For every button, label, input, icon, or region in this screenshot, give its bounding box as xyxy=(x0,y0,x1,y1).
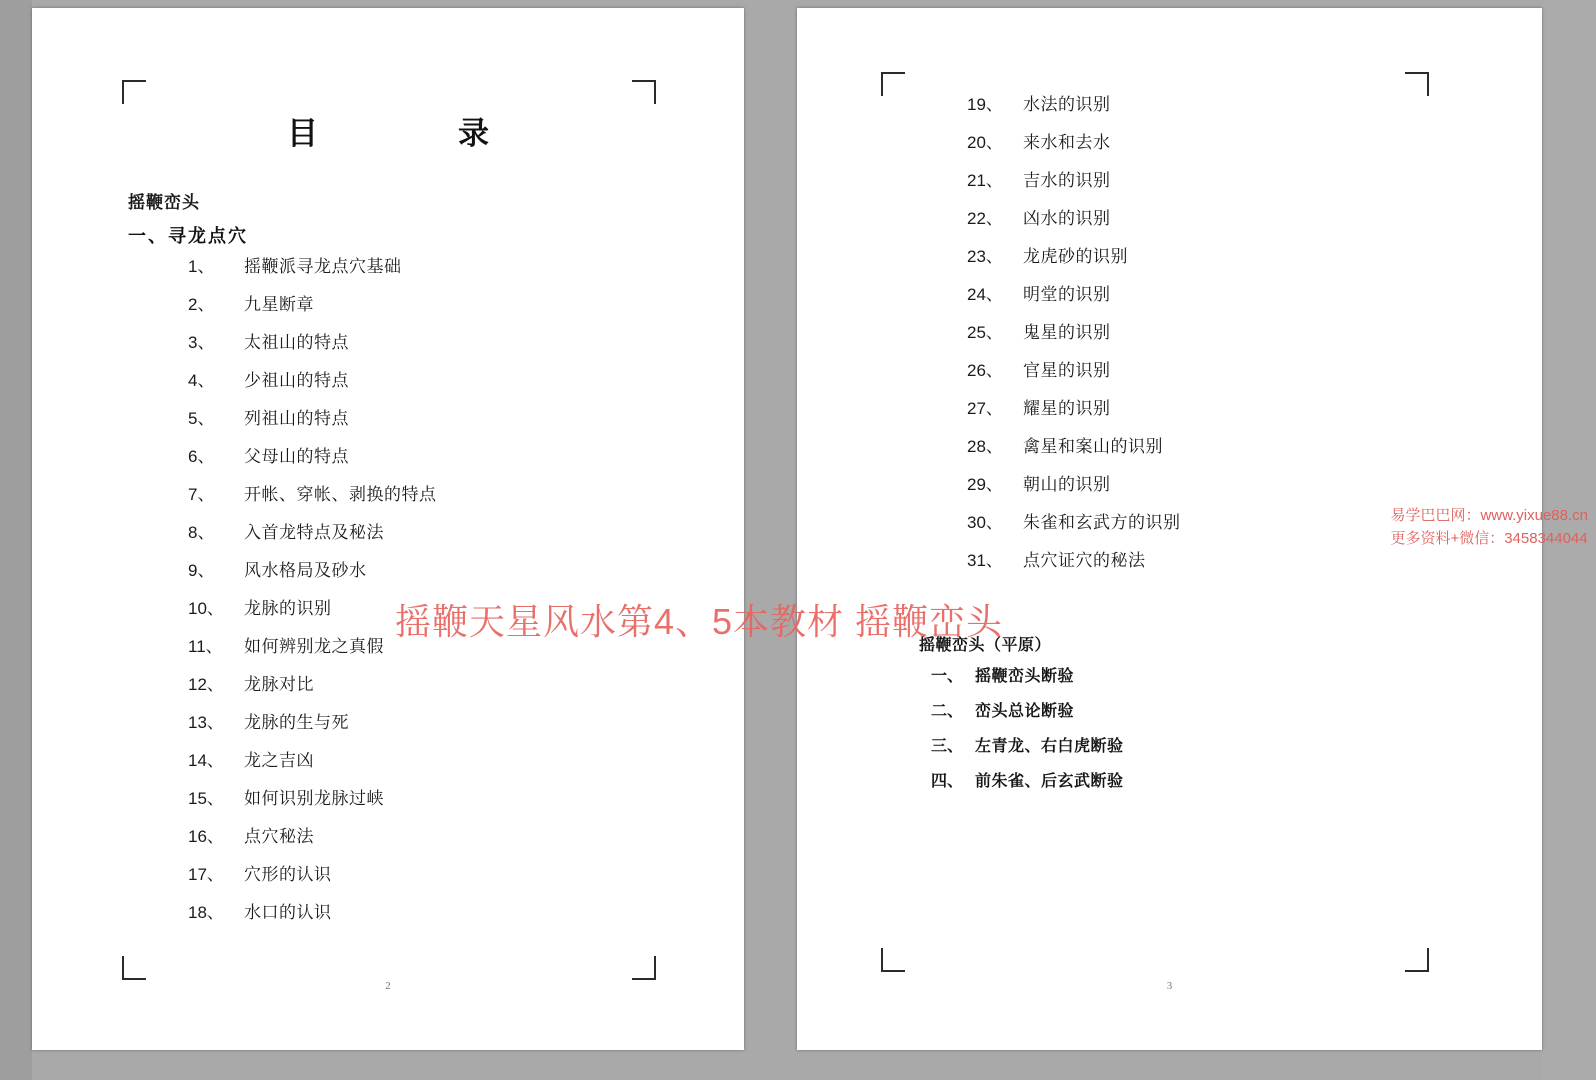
toc-entry-number: 17、 xyxy=(188,865,224,884)
toc-entry-number: 2、 xyxy=(188,295,215,314)
crop-mark-icon xyxy=(1405,948,1429,972)
subsection-heading: 摇鞭峦头（平原） xyxy=(919,637,1052,654)
toc-entry-number: 12、 xyxy=(188,675,224,694)
toc-entry[interactable] xyxy=(128,258,688,275)
toc-entry-label: 父母山的特点 xyxy=(244,447,349,466)
toc-entry-number: 4、 xyxy=(188,371,215,390)
toc-entry-label: 少祖山的特点 xyxy=(244,371,349,390)
crop-mark-icon xyxy=(881,72,905,96)
document-page-2[interactable] xyxy=(32,8,744,1050)
subsection-entry-label: 摇鞭峦头断验 xyxy=(975,668,1075,685)
toc-entry-label: 穴形的认识 xyxy=(244,865,332,884)
toc-entry-label: 九星断章 xyxy=(244,295,314,314)
subsection-entry-number: 一、 xyxy=(931,668,964,685)
toc-entry-label: 龙之吉凶 xyxy=(244,751,314,770)
toc-entry-number: 19、 xyxy=(967,95,1003,114)
toc-entry-number: 25、 xyxy=(967,323,1003,342)
toc-entry-number: 8、 xyxy=(188,523,215,542)
crop-mark-icon xyxy=(122,956,146,980)
crop-mark-icon xyxy=(632,956,656,980)
watermark-title: 摇鞭天星风水第4、5本教材 摇鞭峦头 xyxy=(395,601,1004,642)
toc-body-page-2 xyxy=(128,188,688,942)
subsection-entry[interactable] xyxy=(907,739,1507,755)
toc-entry-number: 16、 xyxy=(188,827,224,846)
toc-entry-number: 31、 xyxy=(967,551,1003,570)
toc-entry-number: 28、 xyxy=(967,437,1003,456)
toc-entry[interactable] xyxy=(907,248,1507,265)
toc-entry-number: 29、 xyxy=(967,475,1003,494)
toc-entry[interactable] xyxy=(128,752,688,769)
toc-entry-label: 入首龙特点及秘法 xyxy=(244,523,384,542)
toc-entry[interactable] xyxy=(907,324,1507,341)
toc-entry-label: 水口的认识 xyxy=(244,903,332,922)
toc-entry[interactable] xyxy=(907,134,1507,151)
toc-entry[interactable] xyxy=(128,904,688,921)
toc-entry-number: 10、 xyxy=(188,599,224,618)
toc-entry[interactable] xyxy=(128,600,688,617)
toc-entry-number: 7、 xyxy=(188,485,215,504)
page-title: 目 录 xyxy=(287,116,515,151)
toc-entry[interactable] xyxy=(907,210,1507,227)
toc-entry-number: 30、 xyxy=(967,513,1003,532)
toc-entry[interactable] xyxy=(128,524,688,541)
toc-entry-label: 点穴秘法 xyxy=(244,827,314,846)
toc-entry-number: 6、 xyxy=(188,447,215,466)
toc-entry-label: 凶水的识别 xyxy=(1023,209,1111,228)
viewer-left-margin xyxy=(0,0,32,1080)
toc-entry[interactable] xyxy=(128,486,688,503)
toc-entry-number: 23、 xyxy=(967,247,1003,266)
toc-entry[interactable] xyxy=(907,514,1507,531)
toc-entry-number: 5、 xyxy=(188,409,215,428)
toc-entry-number: 9、 xyxy=(188,561,215,580)
subsection-entry-number: 二、 xyxy=(931,703,964,720)
toc-entry-label: 龙脉对比 xyxy=(244,675,314,694)
toc-entry-label: 禽星和案山的识别 xyxy=(1023,437,1163,456)
page-footer-number: 3 xyxy=(1166,980,1173,992)
toc-entry-number: 22、 xyxy=(967,209,1003,228)
subsection-entry-label: 峦头总论断验 xyxy=(975,703,1075,720)
toc-entry-number: 20、 xyxy=(967,133,1003,152)
subsection-entry[interactable] xyxy=(907,774,1507,790)
crop-mark-icon xyxy=(122,80,146,104)
toc-entry[interactable] xyxy=(128,296,688,313)
toc-entry[interactable] xyxy=(128,448,688,465)
toc-entry-label: 摇鞭派寻龙点穴基础 xyxy=(244,257,402,276)
toc-entry-label: 朝山的识别 xyxy=(1023,475,1111,494)
toc-entry-number: 21、 xyxy=(967,171,1003,190)
toc-entry-label: 吉水的识别 xyxy=(1023,171,1111,190)
toc-entry-label: 风水格局及砂水 xyxy=(244,561,367,580)
toc-entry-label: 鬼星的识别 xyxy=(1023,323,1111,342)
toc-entry-number: 24、 xyxy=(967,285,1003,304)
toc-entry-label: 如何识别龙脉过峡 xyxy=(244,789,384,808)
toc-entry-number: 18、 xyxy=(188,903,224,922)
toc-entry-label: 点穴证穴的秘法 xyxy=(1023,551,1146,570)
subsection-entry-number: 三、 xyxy=(931,738,964,755)
toc-entry-number: 13、 xyxy=(188,713,224,732)
toc-entry-label: 朱雀和玄武方的识别 xyxy=(1023,513,1181,532)
toc-entry-label: 列祖山的特点 xyxy=(244,409,349,428)
toc-entry-label: 耀星的识别 xyxy=(1023,399,1111,418)
document-page-3[interactable] xyxy=(797,8,1542,1050)
series-title: 摇鞭峦头 xyxy=(128,193,200,212)
viewer-right-margin xyxy=(1542,0,1596,1080)
toc-entry-label: 龙脉的生与死 xyxy=(244,713,349,732)
toc-entry[interactable] xyxy=(128,828,688,845)
toc-entry-label: 官星的识别 xyxy=(1023,361,1111,380)
toc-entry-number: 27、 xyxy=(967,399,1003,418)
toc-entry[interactable] xyxy=(128,638,688,655)
toc-entry[interactable] xyxy=(128,410,688,427)
toc-entry[interactable] xyxy=(128,562,688,579)
toc-entry[interactable] xyxy=(907,96,1507,113)
toc-entry-label: 如何辨别龙之真假 xyxy=(244,637,384,656)
toc-entry-label: 龙脉的识别 xyxy=(244,599,332,618)
toc-body-page-3 xyxy=(907,96,1507,809)
toc-entry[interactable] xyxy=(128,866,688,883)
toc-entry[interactable] xyxy=(128,334,688,351)
toc-entry[interactable] xyxy=(128,372,688,389)
toc-entry-number: 3、 xyxy=(188,333,215,352)
toc-entry[interactable] xyxy=(907,362,1507,379)
toc-entry-number: 15、 xyxy=(188,789,224,808)
toc-entry-number: 26、 xyxy=(967,361,1003,380)
toc-entry-number: 1、 xyxy=(188,257,215,276)
toc-entry-label: 水法的识别 xyxy=(1023,95,1111,114)
crop-mark-icon xyxy=(1405,72,1429,96)
page-footer-number: 2 xyxy=(385,980,391,992)
toc-entry-label: 太祖山的特点 xyxy=(244,333,349,352)
toc-entry[interactable] xyxy=(128,714,688,731)
toc-entry[interactable] xyxy=(907,172,1507,189)
toc-entry-label: 龙虎砂的识别 xyxy=(1023,247,1128,266)
toc-entry-label: 来水和去水 xyxy=(1023,133,1111,152)
toc-entry[interactable] xyxy=(907,438,1507,455)
crop-mark-icon xyxy=(632,80,656,104)
toc-entry-number: 11、 xyxy=(188,637,223,656)
toc-entry[interactable] xyxy=(128,676,688,693)
toc-entry-label: 开帐、穿帐、剥换的特点 xyxy=(244,485,437,504)
crop-mark-icon xyxy=(881,948,905,972)
subsection-entry-number: 四、 xyxy=(931,773,964,790)
subsection-entry[interactable] xyxy=(907,704,1507,720)
toc-entry[interactable] xyxy=(128,790,688,807)
watermark-site-line: 易学巴巴网：www.yixue88.cn xyxy=(1390,507,1588,524)
toc-entry[interactable] xyxy=(907,286,1507,303)
toc-entry-label: 明堂的识别 xyxy=(1023,285,1111,304)
subsection-entry-label: 前朱雀、后玄武断验 xyxy=(975,773,1124,790)
toc-entry-number: 14、 xyxy=(188,751,224,770)
toc-entry[interactable] xyxy=(907,476,1507,493)
toc-entry[interactable] xyxy=(907,400,1507,417)
section-heading: 一、寻龙点穴 xyxy=(128,226,248,246)
subsection-entry-label: 左青龙、右白虎断验 xyxy=(975,738,1124,755)
subsection-entry[interactable] xyxy=(907,669,1507,685)
toc-entry[interactable] xyxy=(907,552,1507,569)
watermark-wechat-line: 更多资料+微信：3458344044 xyxy=(1390,529,1588,547)
